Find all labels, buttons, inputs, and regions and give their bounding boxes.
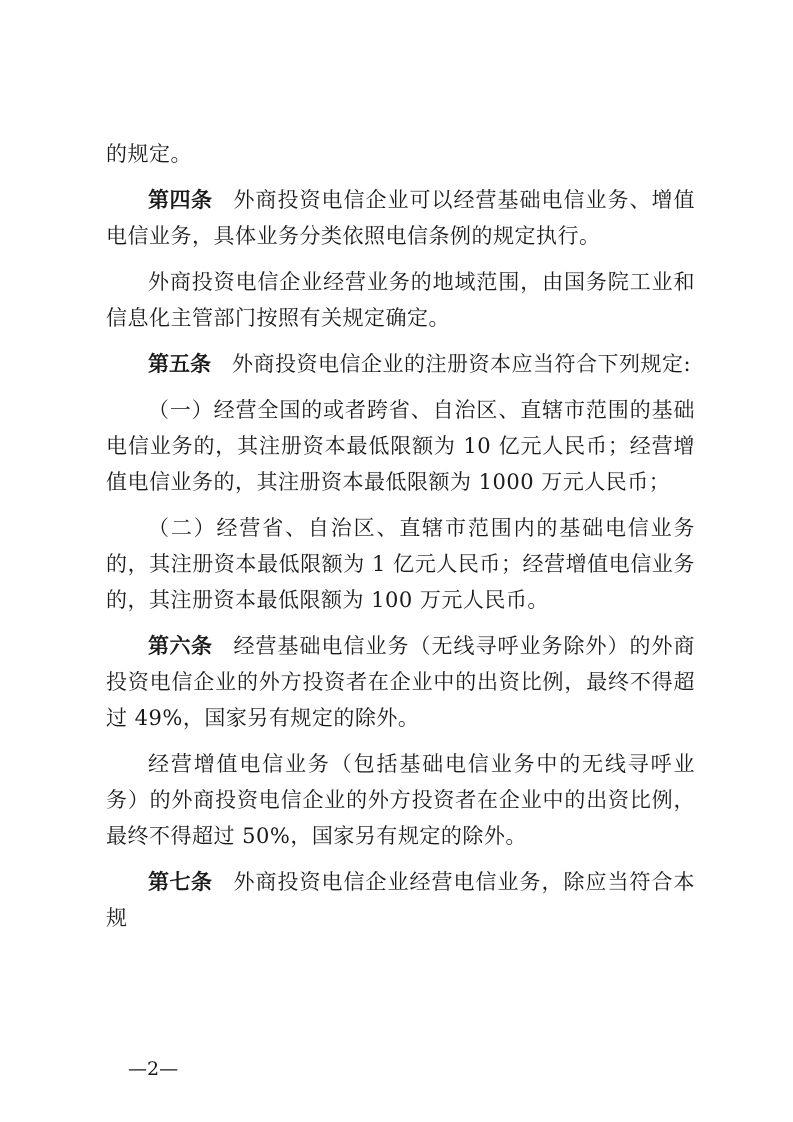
paragraph-text: （二）经营省、自治区、直辖市范围内的基础电信业务的，其注册资本最低限额为 1 亿元人民币；经营增值电信业务的，其注册资本最低限额为 100 万元人民币。 [106, 516, 695, 612]
article-5 [106, 346, 695, 382]
article-4 [106, 182, 695, 254]
paragraph-text: 经营基础电信业务（无线寻呼业务除外）的外商投资电信企业的外方投资者在企业中的出资比例，最终不得超过 49%，国家另有规定的除外。 [106, 634, 695, 730]
paragraph-text: 的规定。 [106, 142, 192, 166]
page-number: —2— [128, 1058, 179, 1080]
article-number: 第五条 [148, 352, 211, 376]
article-number: 第四条 [148, 188, 213, 212]
article-6 [106, 628, 695, 736]
clause-1 [106, 392, 695, 500]
paragraph-text: 外商投资电信企业的注册资本应当符合下列规定: [232, 352, 692, 376]
paragraph [106, 746, 695, 854]
paragraph-continuation [106, 136, 695, 172]
paragraph [106, 264, 695, 336]
paragraph-text: 外商投资电信企业经营电信业务，除应当符合本规 [106, 870, 695, 930]
paragraph-text: 经营增值电信业务（包括基础电信业务中的无线寻呼业务）的外商投资电信企业的外方投资者在企业中的出资比例，最终不得超过 50%，国家另有规定的除外。 [106, 752, 695, 848]
clause-2 [106, 510, 695, 618]
paragraph-text: （一）经营全国的或者跨省、自治区、直辖市范围的基础电信业务的，其注册资本最低限额为 10 亿元人民币；经营增值电信业务的，其注册资本最低限额为 1000 万元人民币； [106, 398, 695, 494]
document-body [106, 136, 695, 936]
article-7 [106, 864, 695, 936]
article-number: 第七条 [148, 870, 213, 894]
paragraph-text: 外商投资电信企业可以经营基础电信业务、增值电信业务，具体业务分类依照电信条例的规定执行。 [106, 188, 695, 248]
paragraph-text: 外商投资电信企业经营业务的地域范围，由国务院工业和信息化主管部门按照有关规定确定。 [106, 270, 695, 330]
article-number: 第六条 [148, 634, 213, 658]
